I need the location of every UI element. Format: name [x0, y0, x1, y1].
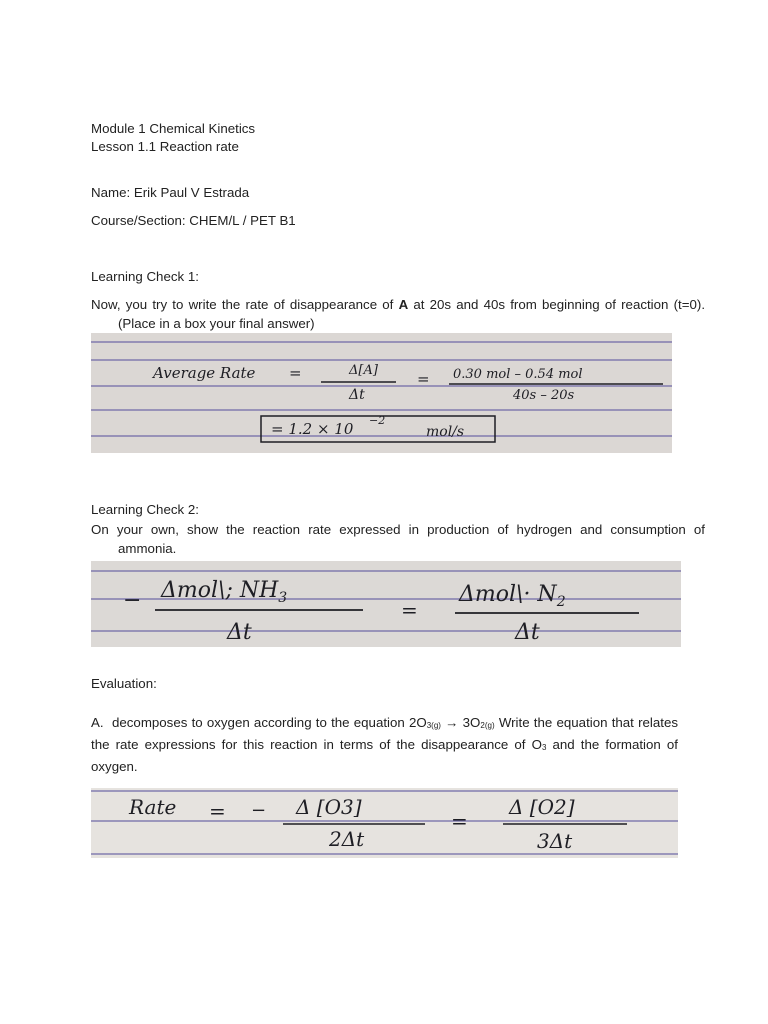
- learning-check-2-heading: Learning Check 2:: [91, 502, 199, 517]
- handwritten-answer-photo-2: [91, 561, 681, 647]
- hw2-den-1: Δt: [227, 620, 252, 645]
- course-section: Course/Section: CHEM/L / PET B1: [91, 213, 296, 228]
- module-title: Module 1 Chemical Kinetics: [91, 121, 256, 136]
- learning-check-1-heading: Learning Check 1:: [91, 269, 199, 284]
- hw2-den-2: Δt: [515, 620, 540, 645]
- hw3-eq-2: =: [451, 809, 468, 833]
- hw3-den-1: 2Δt: [329, 827, 365, 851]
- hw-num-2: 0.30 mol – 0.54 mol: [453, 367, 583, 382]
- evaluation-heading: Evaluation:: [91, 676, 157, 691]
- hw3-sign: −: [251, 800, 267, 821]
- hw2-eq: =: [401, 598, 418, 622]
- hw-den-2: 40s – 20s: [513, 388, 575, 403]
- evaluation-question: A. decomposes to oxygen according to the equation $2O_{3(g)} \to 3O_{2(g)}$ Write the equation that relates the rate expressions for this reaction in terms of the disappearance of $O_3$ and the formation of oxygen.: [91, 715, 678, 774]
- hw-den-1: Δt: [349, 387, 365, 403]
- hw-eq-2: =: [417, 370, 430, 388]
- hw-answer: = 1.2 × 10: [271, 420, 354, 438]
- lesson-title: Lesson 1.1 Reaction rate: [91, 139, 239, 154]
- hw-average-rate: Average Rate: [153, 364, 256, 382]
- hw-unit: mol/s: [426, 424, 465, 440]
- hw2-sign: −: [123, 588, 142, 613]
- document-page: [91, 0, 706, 1024]
- learning-check-2-prompt: On your own, show the reaction rate expressed in production of hydrogen and consumption of ammonia.: [91, 522, 705, 556]
- learning-check-1-prompt: Now, you try to write the rate of disappearance of A at 20s and 40s from beginning of reaction (t=0). (Place in a box your final answer): [91, 297, 706, 331]
- hw-num-1: Δ[A]: [349, 363, 378, 378]
- hw3-rate: Rate: [129, 795, 177, 819]
- hw3-eq-1: =: [209, 799, 226, 823]
- student-name: Name: Erik Paul V Estrada: [91, 185, 250, 200]
- hw2-num-1: Δmol\; $NH_3$: [161, 578, 288, 606]
- hw3-num-2: Δ [O2]: [509, 795, 575, 819]
- hw2-num-2: Δmol\· $N_2$: [459, 582, 566, 610]
- hw-eq-1: =: [289, 364, 302, 382]
- handwritten-answer-photo-3: [91, 788, 678, 858]
- hw3-num-1: Δ [O3]: [296, 795, 362, 819]
- handwritten-answer-photo-1: [91, 333, 672, 453]
- hw-exponent: −2: [369, 414, 386, 427]
- hw3-den-2: 3Δt: [537, 829, 573, 853]
